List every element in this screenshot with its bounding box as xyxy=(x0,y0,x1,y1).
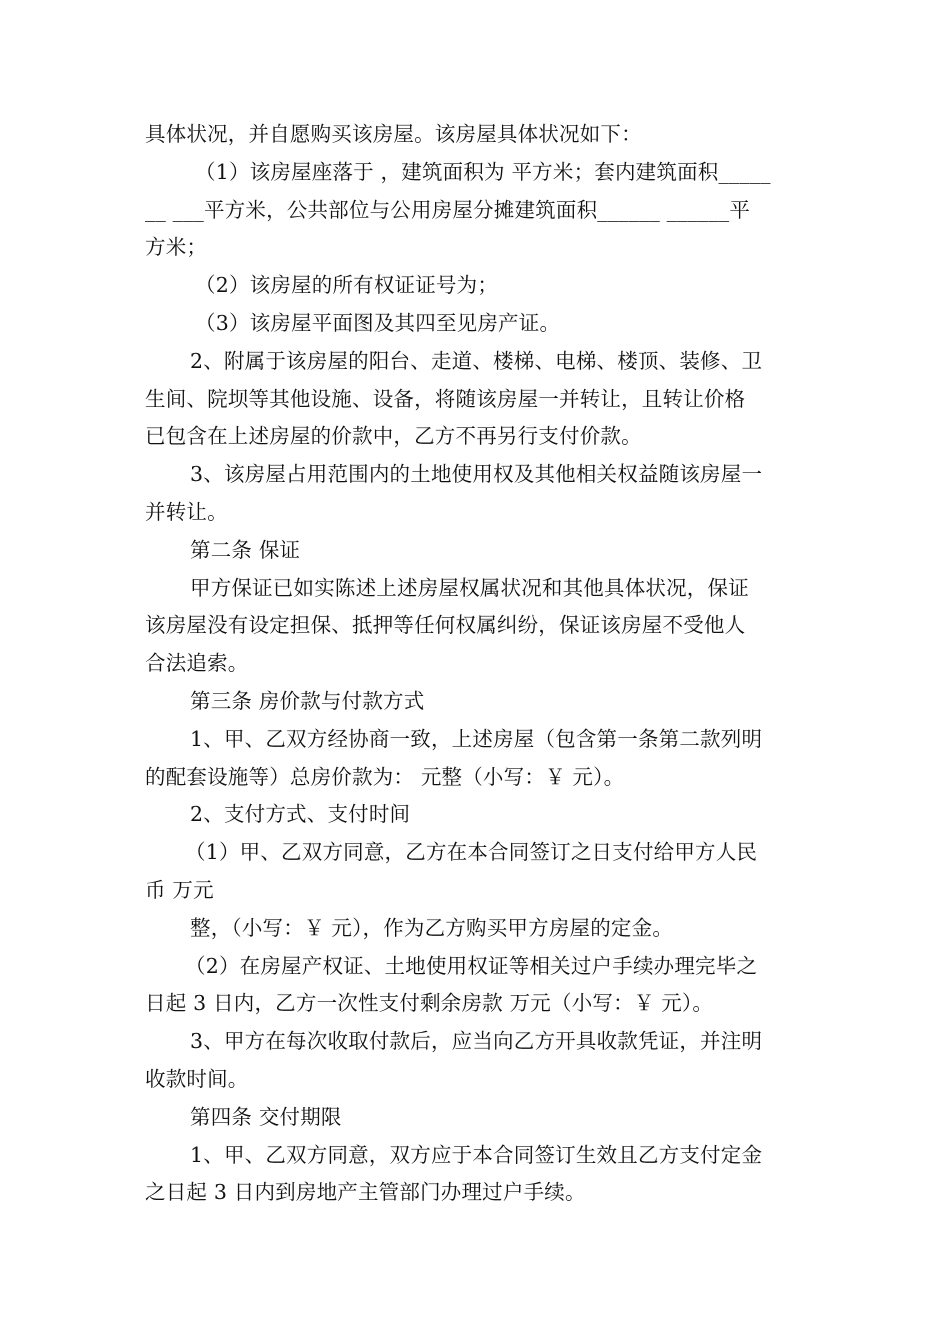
text-line: 币 万元 xyxy=(145,877,214,902)
text-line: （2）该房屋的所有权证证号为； xyxy=(195,273,499,298)
text-line: 2、附属于该房屋的阳台、走道、楼梯、电梯、楼顶、装修、卫 xyxy=(190,348,763,373)
text-line: 1、甲、乙双方同意，双方应于本合同签订生效且乙方支付定金 xyxy=(190,1142,763,1167)
text-line: 生间、院坝等其他设施、设备，将随该房屋一并转让，且转让价格 xyxy=(145,386,746,411)
text-line: 日起 3 日内，乙方一次性支付剩余房款 万元（小写：￥ 元）。 xyxy=(145,991,714,1016)
text-line: 并转让。 xyxy=(145,499,228,524)
section-heading: 第四条 交付期限 xyxy=(190,1104,342,1129)
text-line: 具体状况，并自愿购买该房屋。该房屋具体状况如下： xyxy=(145,122,642,146)
text-line: 3、该房屋占用范围内的土地使用权及其他相关权益随该房屋一 xyxy=(190,462,763,487)
text-line: 方米； xyxy=(145,235,208,260)
text-line: 2、支付方式、支付时间 xyxy=(190,802,411,827)
section-heading: 第二条 保证 xyxy=(190,537,301,562)
text-line: 该房屋没有设定担保、抵押等任何权属纠纷，保证该房屋不受他人 xyxy=(145,613,746,638)
text-line: 整，（小写：￥ 元），作为乙方购买甲方房屋的定金。 xyxy=(190,915,674,940)
text-line: 收款时间。 xyxy=(145,1066,249,1091)
contract-body xyxy=(145,116,805,1212)
text-line: （1）甲、乙双方同意，乙方在本合同签订之日支付给甲方人民 xyxy=(185,840,758,865)
text-line: 3、甲方在每次收取付款后，应当向乙方开具收款凭证，并注明 xyxy=(190,1029,763,1054)
text-line: 甲方保证已如实陈述上述房屋权属状况和其他具体状况，保证 xyxy=(190,575,749,600)
text-line: 合法追索。 xyxy=(145,651,249,676)
text-line: 已包含在上述房屋的价款中，乙方不再另行支付价款。 xyxy=(145,424,642,449)
text-line: 之日起 3 日内到房地产主管部门办理过户手续。 xyxy=(145,1180,586,1205)
section-heading: 第三条 房价款与付款方式 xyxy=(190,688,425,713)
text-line: 的配套设施等）总房价款为： 元整（小写：￥ 元）。 xyxy=(145,764,625,789)
text-line: （2）在房屋产权证、土地使用权证等相关过户手续办理完毕之 xyxy=(185,953,758,978)
text-line: （3）该房屋平面图及其四至见房产证。 xyxy=(195,310,561,335)
text-line: 1、甲、乙双方经协商一致，上述房屋（包含第一条第二款列明 xyxy=(190,726,763,751)
text-line: __ ___平方米，公共部位与公用房屋分摊建筑面积______ ______平 xyxy=(145,197,751,222)
text-line: （1）该房屋座落于 ，建筑面积为 平方米；套内建筑面积_____ xyxy=(195,159,771,184)
